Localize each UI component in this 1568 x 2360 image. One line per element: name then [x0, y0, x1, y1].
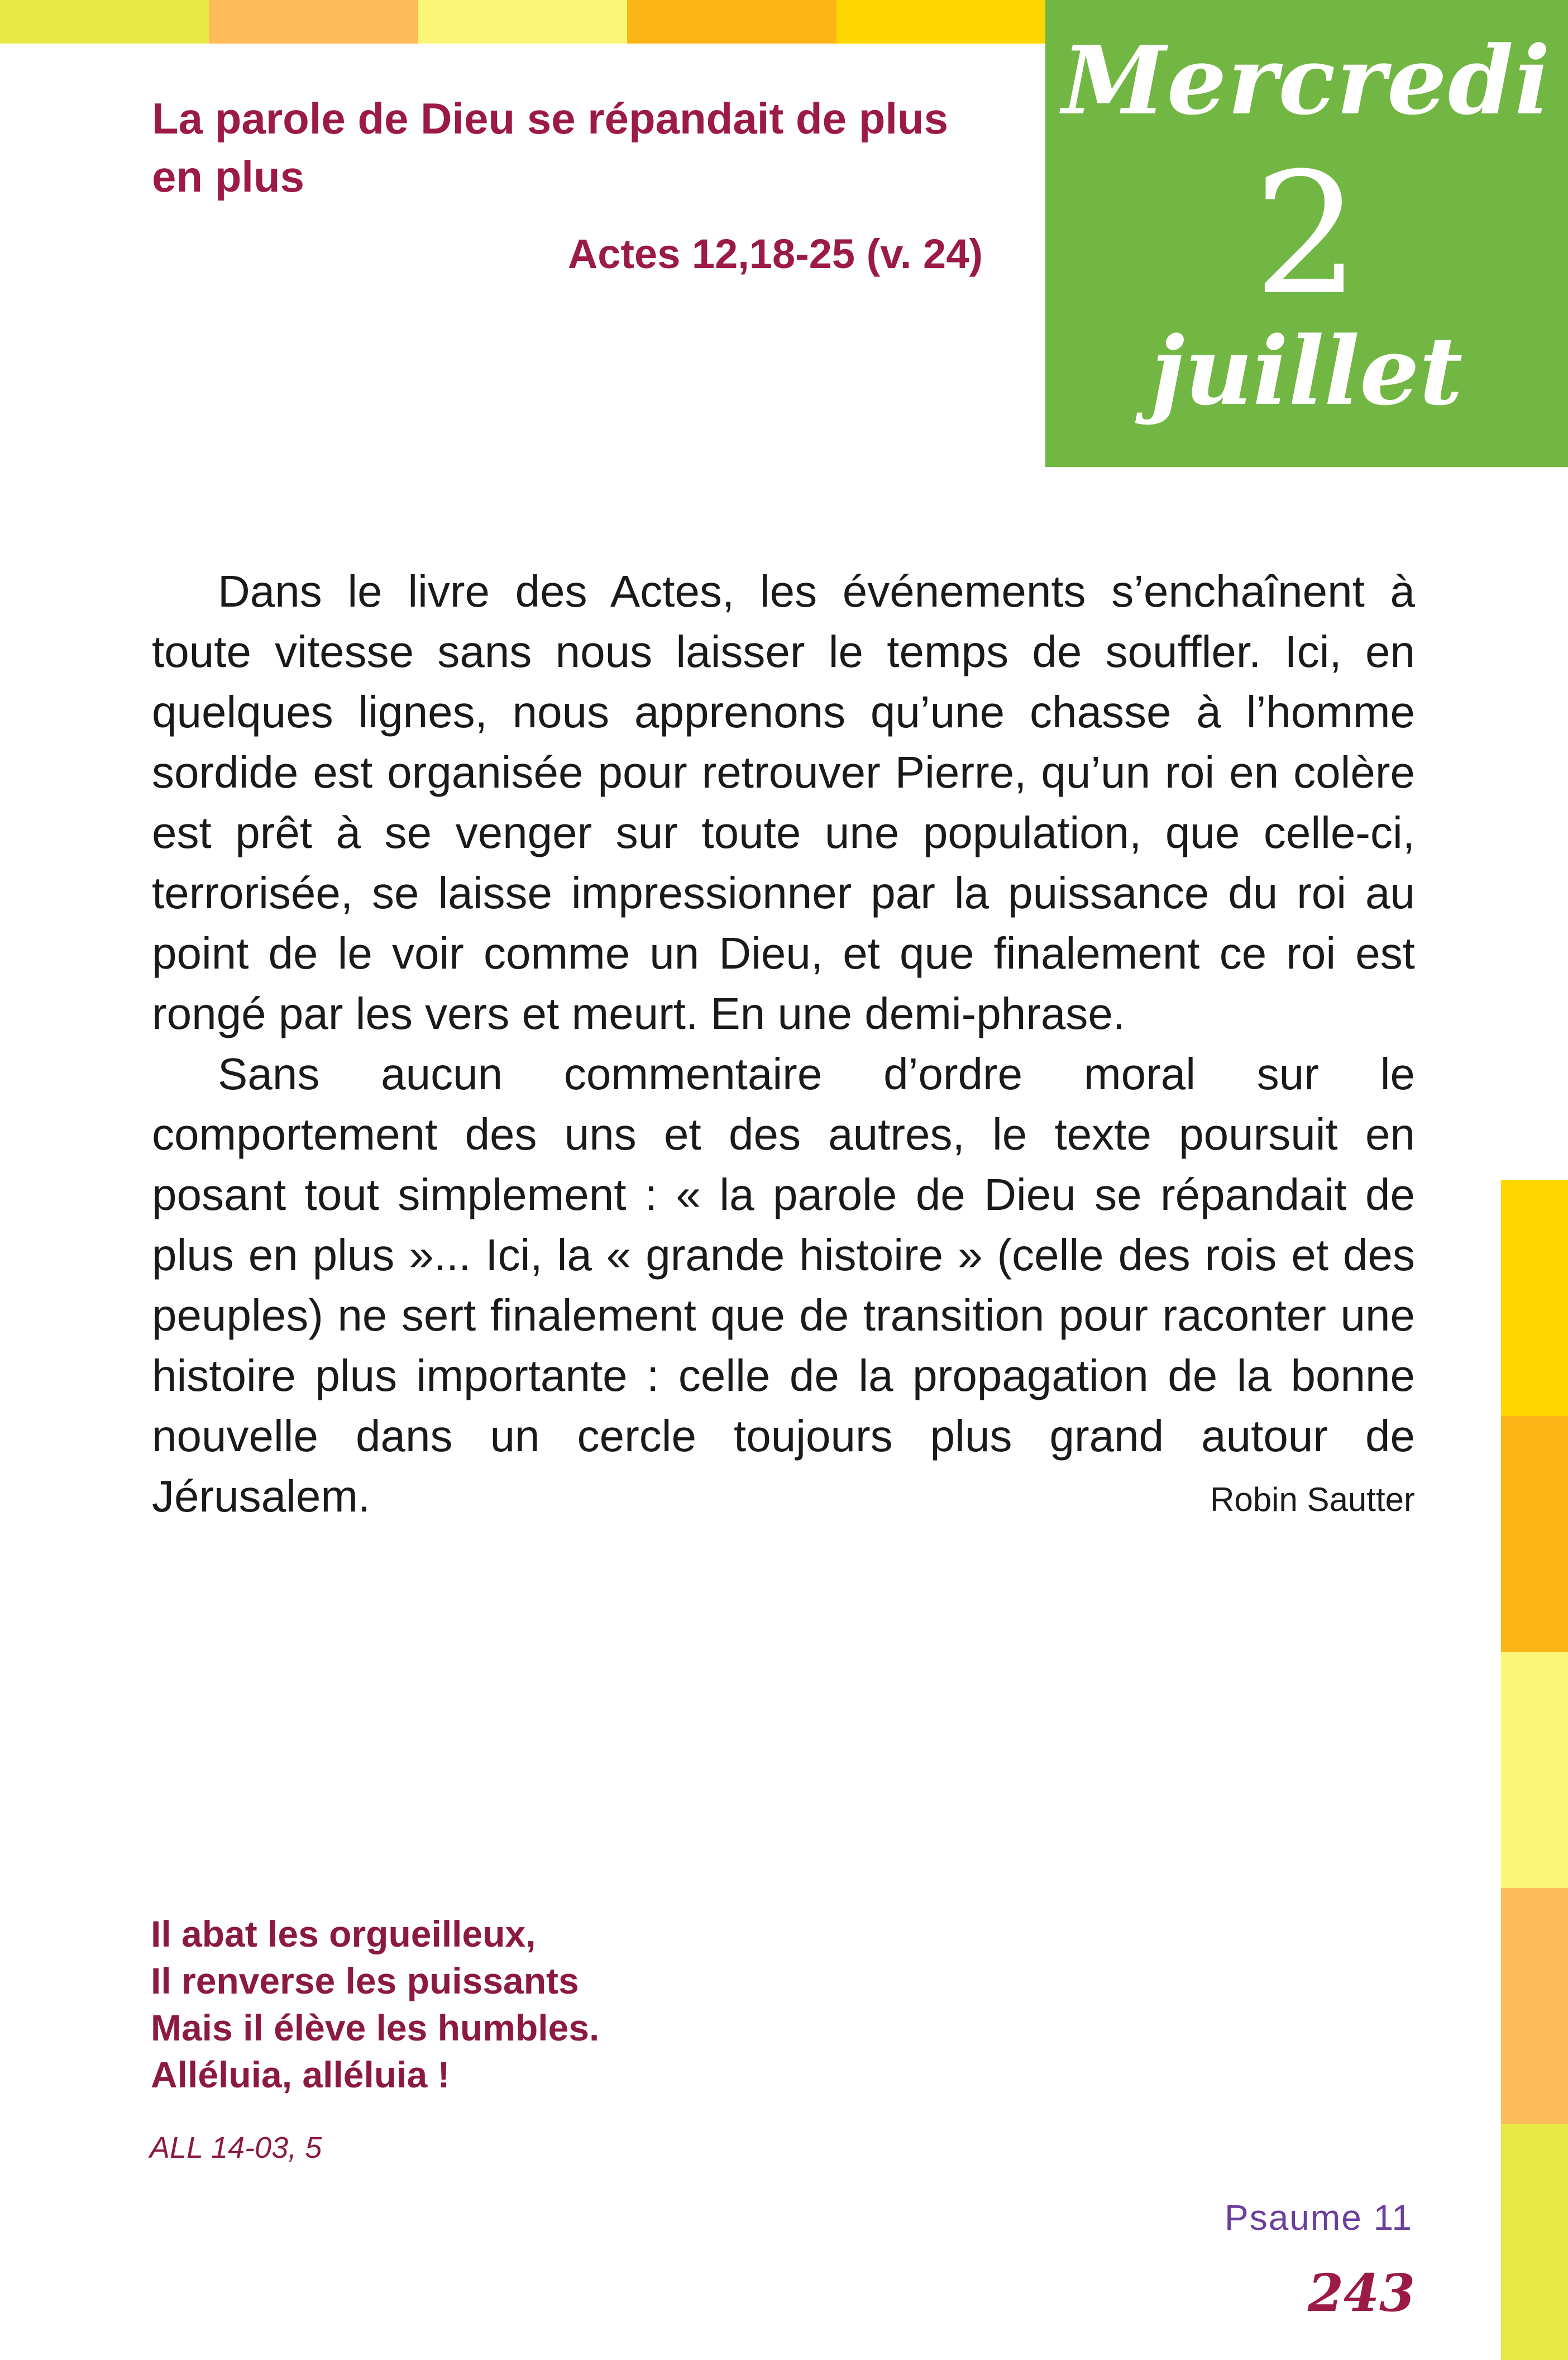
song-code: ALL 14-03, 5	[150, 2131, 322, 2164]
song-quote	[151, 1910, 933, 2098]
song-quote-line: Il renverse les puissants	[151, 1960, 579, 2001]
top-band-segment	[418, 0, 627, 44]
top-band-segment	[0, 0, 209, 44]
body-paragraph: Dans le livre des Actes, les événements s’enchaînent à toute vitesse sans nous laisser le temps de souffler. Ici, en quelques lignes, nous apprenons qu’une chasse à l’homme sordide est organisée pour retrouver Pierre, qu’un roi en colère est prêt à se venger sur toute une population, que celle-ci, terrorisée, se laisse impressionner par la puissance du roi au point de le voir comme un Dieu, et que finalement ce roi est rongé par les vers et meurt. En une demi-phrase.	[152, 566, 1415, 1038]
date-month: juillet	[1150, 316, 1463, 426]
page-title: La parole de Dieu se répandait de plus en plus	[152, 94, 949, 201]
date-weekday: Mercredi	[1062, 25, 1552, 136]
side-band-segment	[1501, 1180, 1568, 1416]
side-band-segment	[1501, 2124, 1568, 2360]
top-band-segment	[836, 0, 1045, 44]
psalm-reference: Psaume 11	[1225, 2197, 1413, 2238]
song-quote-line: Il abat les orgueilleux,	[151, 1913, 536, 1954]
date-day: 2	[1253, 137, 1360, 332]
side-band-segment	[1501, 1888, 1568, 2124]
page-number: 243	[1307, 2263, 1415, 2323]
author-name: Robin Sautter	[1210, 1481, 1415, 1518]
side-band-segment	[1501, 1652, 1568, 1888]
song-quote-line: Mais il élève les humbles.	[151, 2007, 600, 2048]
date-box	[1045, 0, 1568, 467]
song-quote-line: Alléluia, alléluia !	[151, 2054, 450, 2095]
top-band-segment	[627, 0, 836, 44]
top-band-segment	[209, 0, 418, 44]
side-band-segment	[1501, 1416, 1568, 1652]
side-color-band	[1501, 1180, 1568, 2360]
top-color-band	[0, 0, 1045, 44]
bible-reference: Actes 12,18-25 (v. 24)	[567, 231, 983, 277]
body-paragraph: Sans aucun commentaire d’ordre moral sur le comportement des uns et des autres, le texte poursuit en posant tout simplement : « la parole de Dieu se répandait de plus en plus »... Ici, la « grande histoire » (celle des rois et des peuples) ne sert finalement que de transition pour raconter une histoire plus importante : celle de la propagation de la bonne nouvelle dans un cercle toujours plus grand autour de Jérusalem.	[152, 1049, 1415, 1521]
meditation-text	[152, 561, 1415, 1527]
